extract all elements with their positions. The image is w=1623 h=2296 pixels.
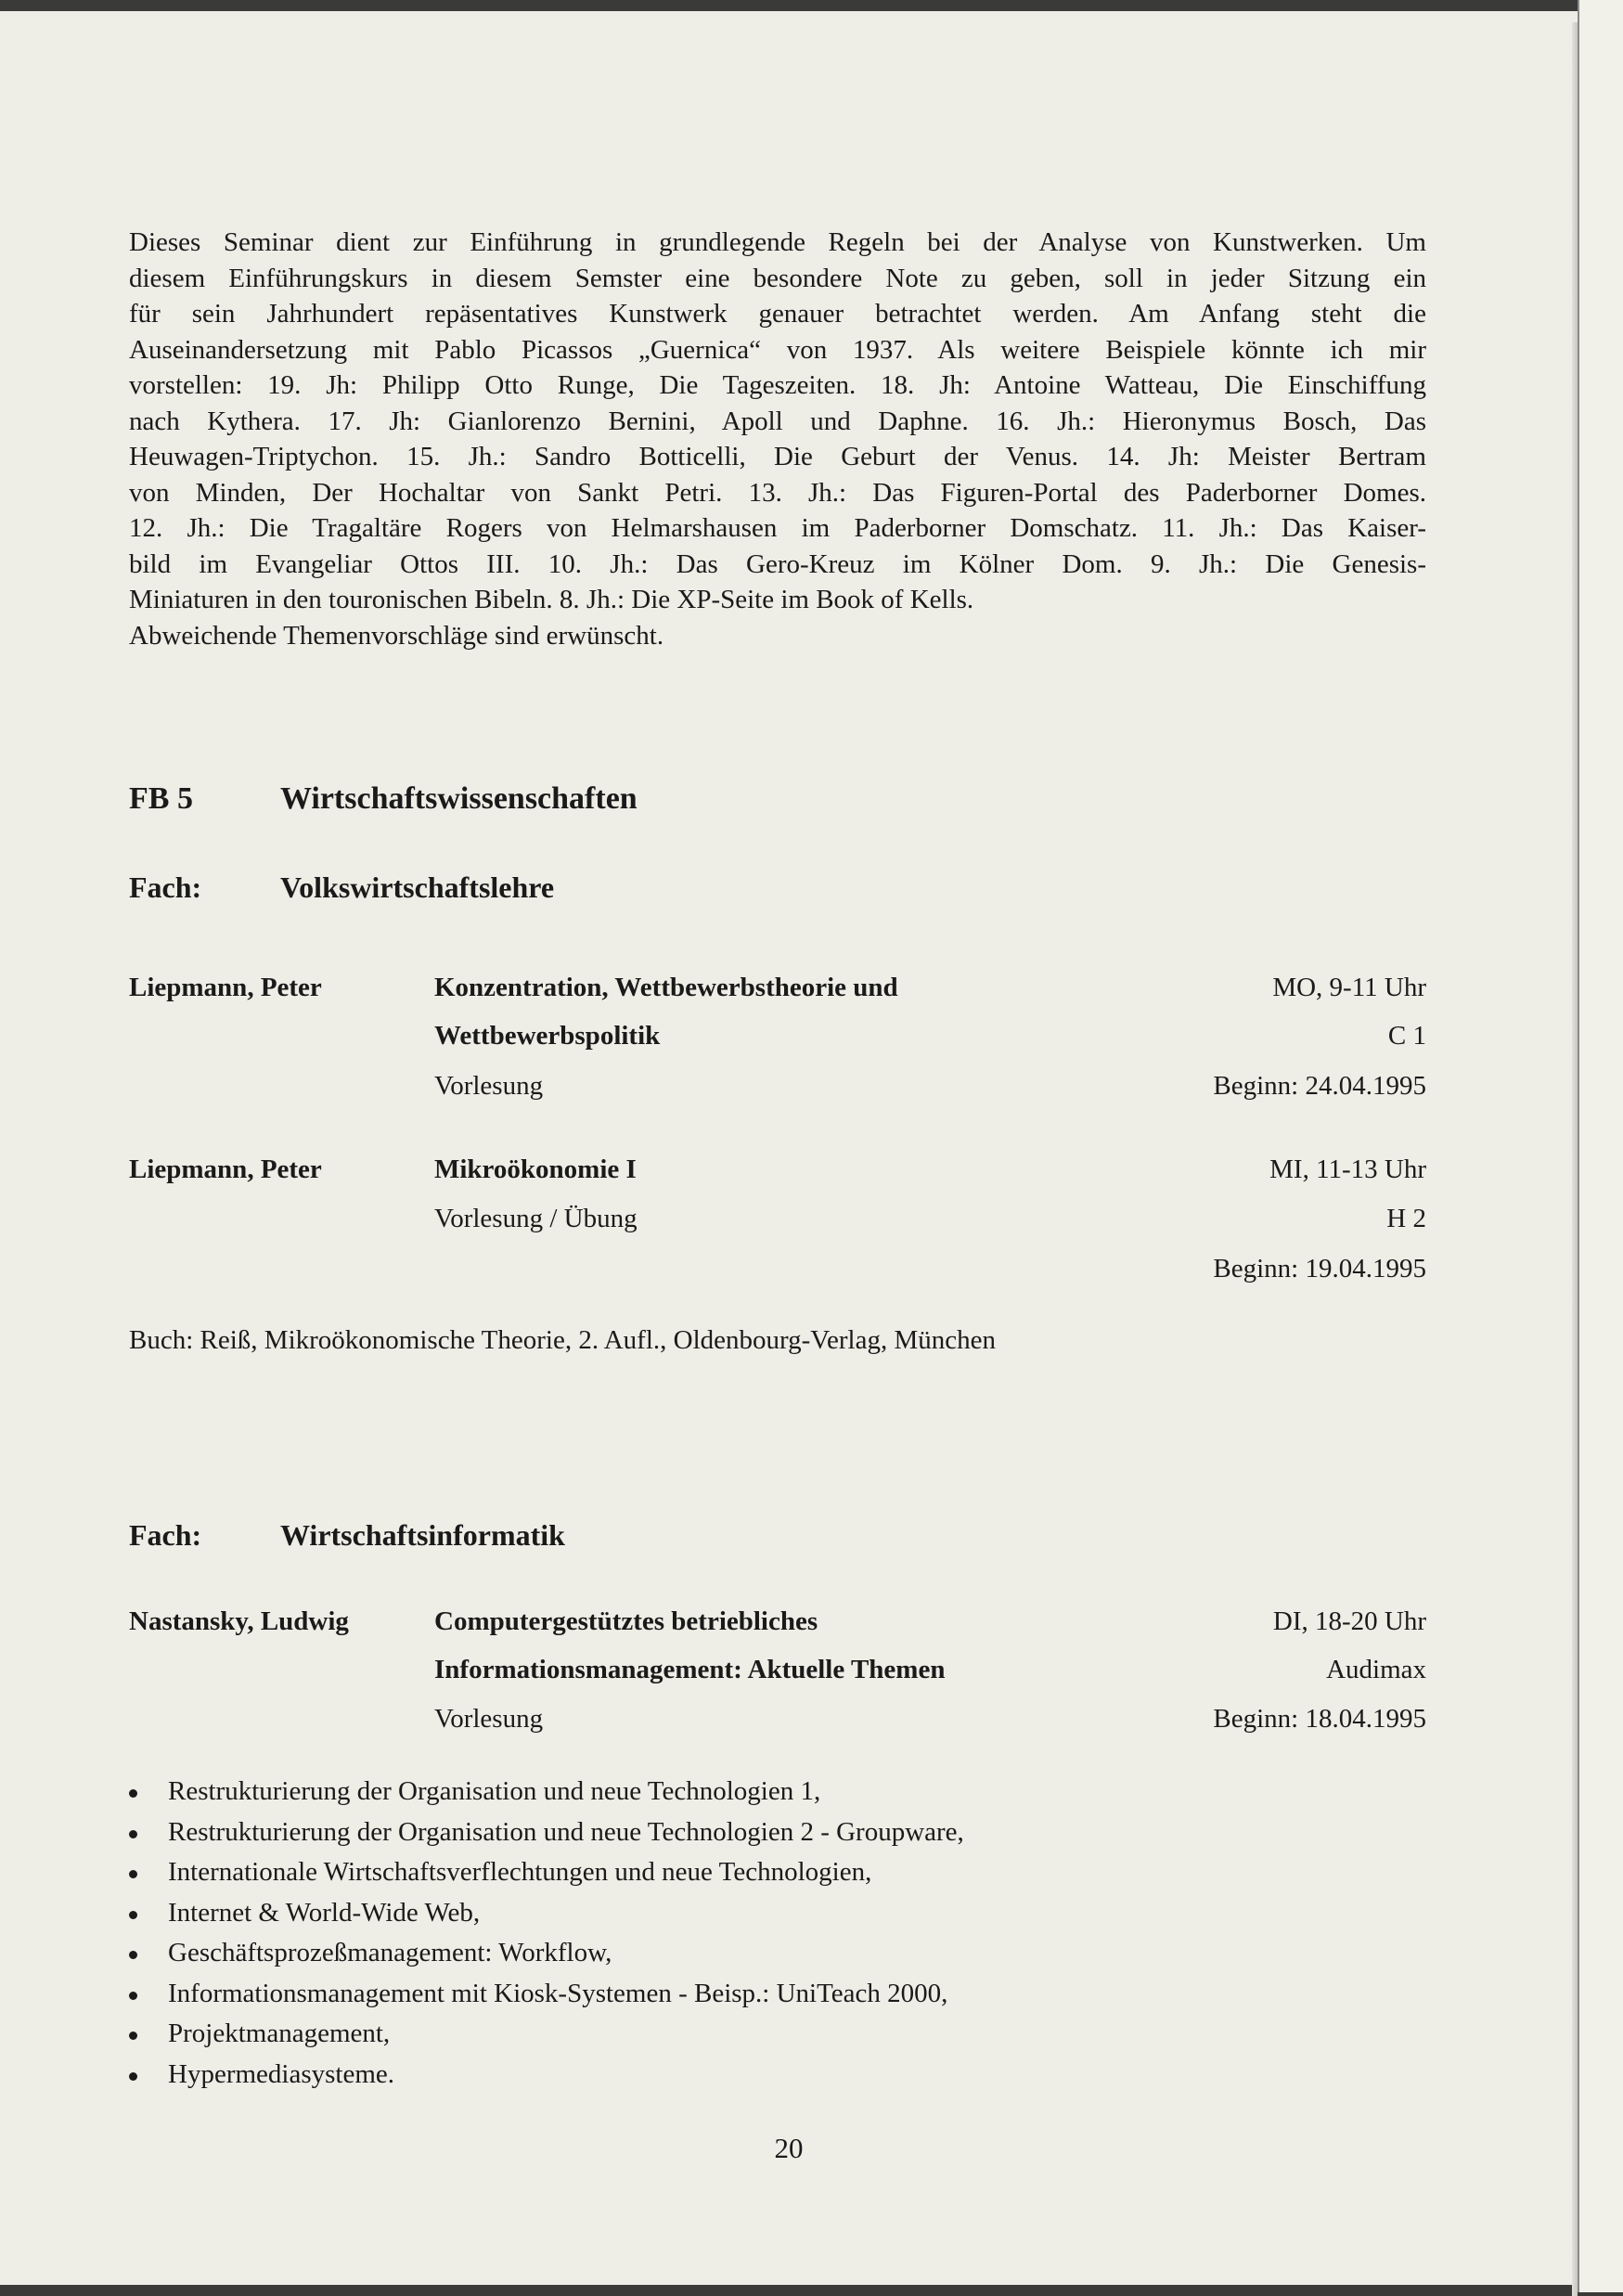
bullet-icon xyxy=(129,1992,137,2000)
course3-start: Beginn: 18.04.1995 xyxy=(1213,1704,1426,1734)
course2-row3 xyxy=(129,1254,1426,1291)
paragraph-line: Miniaturen in den touronischen Bibeln. 8. Jh.: Die XP-Seite im Book of Kells. xyxy=(129,585,974,614)
intro-paragraph xyxy=(129,225,1426,653)
course3-row3 xyxy=(129,1704,1426,1741)
list-item xyxy=(129,1898,964,1939)
bullet-icon xyxy=(129,2032,137,2040)
course3-type: Vorlesung xyxy=(434,1704,544,1734)
course3-row1 xyxy=(129,1606,1426,1644)
paragraph-line: vorstellen: 19. Jh: Philipp Otto Runge, Die Tageszeiten. 18. Jh: Antoine Watteau, Die Einschiffung xyxy=(129,370,1426,400)
list-item xyxy=(129,1857,964,1898)
paragraph-line: Dieses Seminar dient zur Einführung in grundlegende Regeln bei der Analyse von Kunstwerken. Um xyxy=(129,227,1426,257)
paragraph-line: 12. Jh.: Die Tragaltäre Rogers von Helmarshausen im Paderborner Domschatz. 11. Jh.: Das Kaiser- xyxy=(129,513,1426,543)
course1-start: Beginn: 24.04.1995 xyxy=(1213,1071,1426,1101)
paragraph-line: Abweichende Themenvorschläge sind erwünscht. xyxy=(129,620,664,651)
bullet-icon xyxy=(129,2072,137,2081)
course1-row3 xyxy=(129,1071,1426,1108)
topic-text: Internet & World-Wide Web, xyxy=(168,1897,481,1928)
topic-text: Restrukturierung der Organisation und neue Technologien 2 - Groupware, xyxy=(168,1816,964,1847)
course2-time: MI, 11-13 Uhr xyxy=(1269,1154,1426,1184)
paragraph-line: diesem Einführungskurs in diesem Semster eine besondere Note zu geben, soll in jeder Sitzung ein xyxy=(129,263,1426,293)
list-item xyxy=(129,1776,964,1817)
course2-row1 xyxy=(129,1154,1426,1192)
subject-label: Fach: xyxy=(129,1518,202,1552)
course2-room: H 2 xyxy=(1386,1204,1426,1233)
course1-row1 xyxy=(129,973,1426,1010)
faculty-number: FB 5 xyxy=(129,781,193,816)
course2-lecturer: Liepmann, Peter xyxy=(129,1154,322,1184)
page-number: 20 xyxy=(774,2132,804,2164)
course3-time: DI, 18-20 Uhr xyxy=(1272,1606,1426,1636)
subject-name: Wirtschaftsinformatik xyxy=(280,1518,565,1552)
bullet-icon xyxy=(129,1789,137,1798)
subject-label: Fach: xyxy=(129,871,202,904)
topic-text: Restrukturierung der Organisation und neue Technologien 1, xyxy=(168,1776,821,1806)
topic-text: Projektmanagement, xyxy=(168,2019,391,2048)
course1-type: Vorlesung xyxy=(434,1071,544,1101)
list-item xyxy=(129,2019,964,2059)
faculty-name: Wirtschaftswissenschaften xyxy=(280,781,638,816)
course1-time: MO, 9-11 Uhr xyxy=(1272,973,1426,1002)
list-item xyxy=(129,1817,964,1858)
topic-text: Informationsmanagement mit Kiosk-Systemen - Beisp.: UniTeach 2000, xyxy=(168,1978,948,2008)
course2-title: Mikroökonomie I xyxy=(434,1154,637,1184)
paragraph-line: für sein Jahrhundert repäsentatives Kunstwerk genauer betrachtet werden. Am Anfang steht die xyxy=(129,299,1426,329)
course2-row2 xyxy=(129,1204,1426,1241)
paragraph-line: bild im Evangeliar Ottos III. 10. Jh.: Das Gero-Kreuz im Kölner Dom. 9. Jh.: Die Genesis- xyxy=(129,548,1426,579)
course1-row2 xyxy=(129,1021,1426,1058)
course1-title-line2: Wettbewerbspolitik xyxy=(434,1021,661,1051)
course3-row2 xyxy=(129,1655,1426,1692)
list-item xyxy=(129,1979,964,2019)
paragraph-line: nach Kythera. 17. Jh: Gianlorenzo Bernini, Apoll und Daphne. 16. Jh.: Hieronymus Bosch, Das xyxy=(129,406,1426,436)
topic-text: Hypermediasysteme. xyxy=(168,2058,395,2089)
course3-title-line2: Informationsmanagement: Aktuelle Themen xyxy=(434,1655,946,1684)
topic-text: Geschäftsprozeßmanagement: Workflow, xyxy=(168,1938,612,1967)
bullet-icon xyxy=(129,1951,137,1959)
topic-text: Internationale Wirtschaftsverflechtungen und neue Technologien, xyxy=(168,1857,872,1887)
paragraph-line: von Minden, Der Hochaltar von Sankt Petri. 13. Jh.: Das Figuren-Portal des Paderborner Domes. xyxy=(129,477,1426,508)
paragraph-line: Auseinandersetzung mit Pablo Picassos „Guernica“ von 1937. Als weitere Beispiele könnte ich mir xyxy=(129,334,1426,365)
course3-lecturer: Nastansky, Ludwig xyxy=(129,1606,349,1636)
topic-list xyxy=(129,1776,964,2099)
subject-name: Volkswirtschaftslehre xyxy=(280,871,555,904)
list-item xyxy=(129,1938,964,1979)
course3-title-line1: Computergestütztes betriebliches xyxy=(434,1606,818,1636)
course2-start: Beginn: 19.04.1995 xyxy=(1213,1254,1426,1283)
paragraph-line: Heuwagen-Triptychon. 15. Jh.: Sandro Botticelli, Die Geburt der Venus. 14. Jh: Meister Bertram xyxy=(129,442,1426,471)
facing-page-edge xyxy=(1578,0,1623,2292)
bullet-icon xyxy=(129,1911,137,1919)
course1-room: C 1 xyxy=(1387,1021,1426,1051)
bullet-icon xyxy=(129,1830,137,1838)
course1-lecturer: Liepmann, Peter xyxy=(129,973,322,1002)
course2-type: Vorlesung / Übung xyxy=(434,1204,638,1233)
course3-room: Audimax xyxy=(1326,1655,1426,1684)
book-note: Buch: Reiß, Mikroökonomische Theorie, 2. Aufl., Oldenbourg-Verlag, München xyxy=(129,1325,997,1355)
bullet-icon xyxy=(129,1870,137,1878)
course1-title-line1: Konzentration, Wettbewerbstheorie und xyxy=(434,973,898,1002)
list-item xyxy=(129,2059,964,2100)
